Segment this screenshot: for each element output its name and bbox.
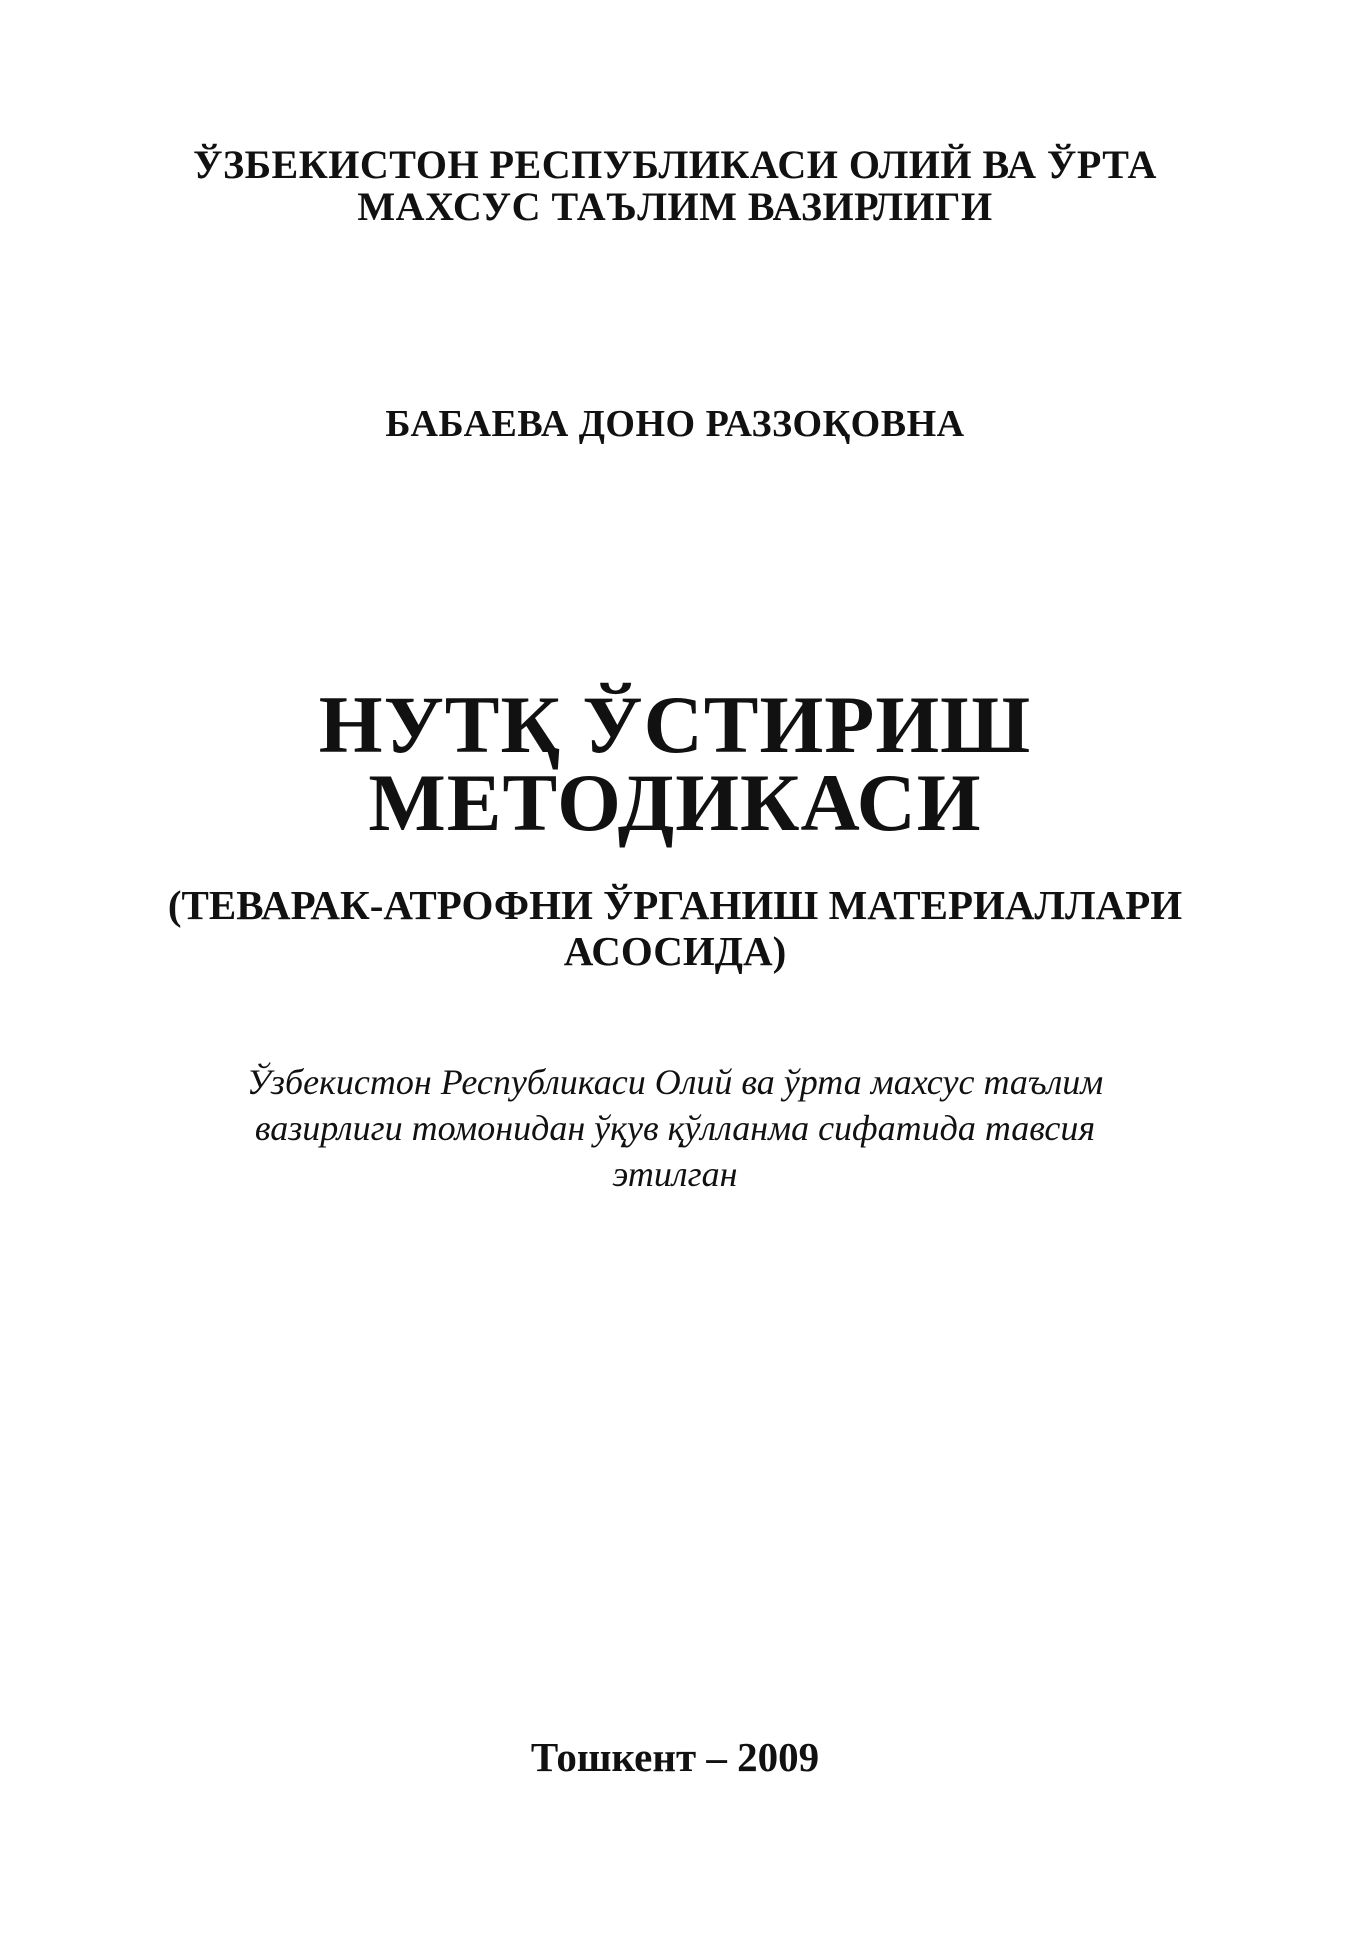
ministry-line-2: МАХСУС ТАЪЛИМ ВАЗИРЛИГИ: [357, 184, 993, 229]
book-title-line-2: МЕТОДИКАСИ: [368, 757, 982, 848]
author-name: БАБАЕВА ДОНО РАЗЗОҚОВНА: [385, 403, 965, 445]
recommendation-line-1: Ўзбекистон Республикаси Олий ва ўрта махсус таълим: [246, 1062, 1104, 1102]
recommendation-line-2: вазирлиги томонидан ўқув қўлланма сифатида тавсия: [254, 1108, 1096, 1148]
book-subtitle-line-1: (ТЕВАРАК-АТРОФНИ ЎРГАНИШ МАТЕРИАЛЛАРИ: [167, 882, 1183, 928]
recommendation-line-3: этилган: [612, 1154, 738, 1194]
book-subtitle-line-2: АСОСИДА): [563, 928, 787, 974]
ministry-line-1: ЎЗБЕКИСТОН РЕСПУБЛИКАСИ ОЛИЙ ВА ЎРТА: [193, 142, 1157, 187]
book-title-line-1: НУТҚ ЎСТИРИШ: [318, 679, 1032, 770]
publication-place-year: Тошкент – 2009: [530, 1734, 820, 1780]
